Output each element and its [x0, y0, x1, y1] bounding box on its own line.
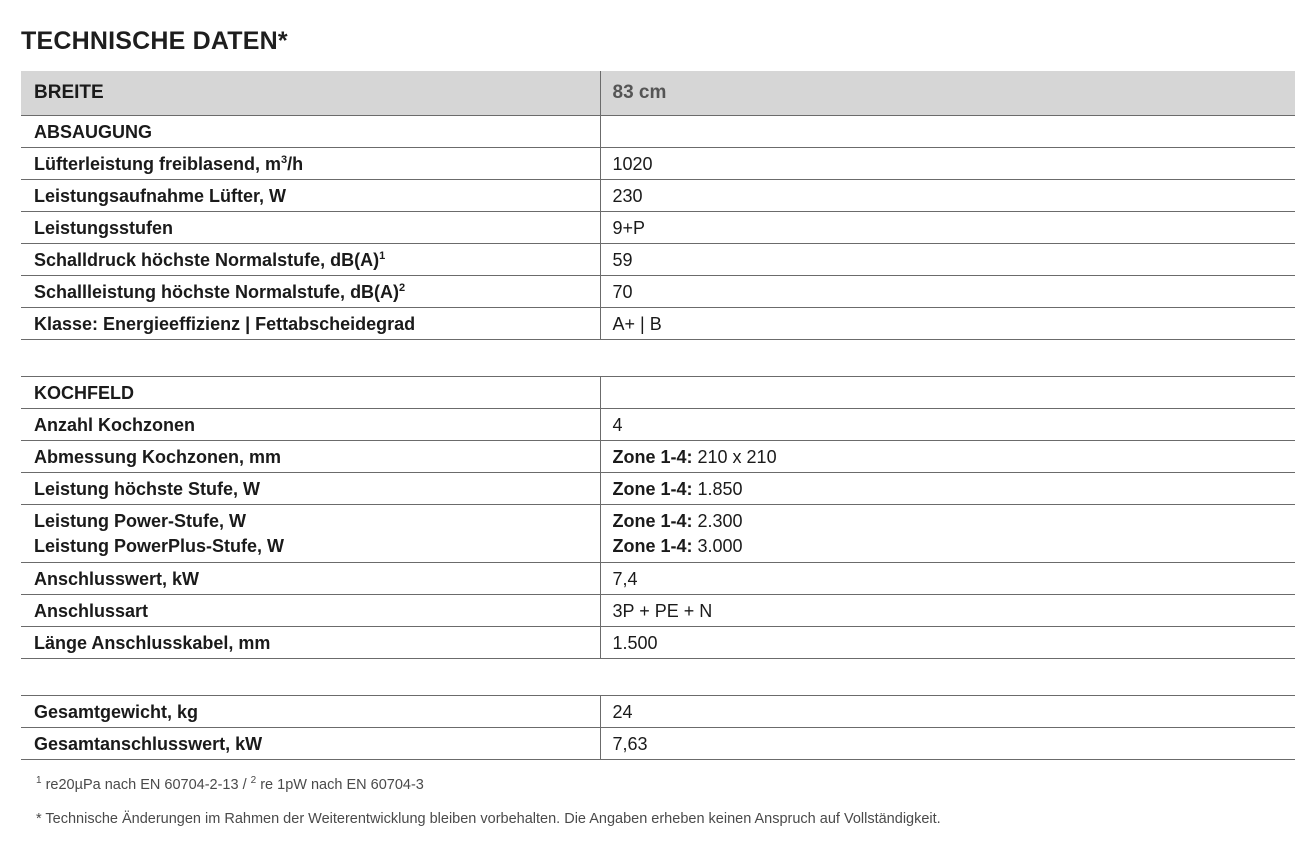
spec-table-gesamt: [21, 695, 1295, 760]
table-row: [21, 179, 1295, 211]
table-row: [21, 563, 1295, 595]
row-value: Zone 1-4: 210 x 210: [600, 441, 1295, 473]
table-row: [21, 275, 1295, 307]
table-row: [21, 627, 1295, 659]
row-label: Anschlussart: [21, 595, 600, 627]
row-value: 3P + PE + N: [600, 595, 1295, 627]
row-label: Leistung höchste Stufe, W: [21, 473, 600, 505]
row-value: 70: [600, 275, 1295, 307]
table-row: [21, 441, 1295, 473]
row-value: Zone 1-4: 1.850: [600, 473, 1295, 505]
table-row: [21, 505, 1295, 563]
row-label: Gesamtanschlusswert, kW: [21, 728, 600, 760]
row-value: 4: [600, 409, 1295, 441]
row-value: 230: [600, 179, 1295, 211]
table-row: [21, 595, 1295, 627]
row-label: Anzahl Kochzonen: [21, 409, 600, 441]
row-value: Zone 1-4: 2.300 Zone 1-4: 3.000: [600, 505, 1295, 563]
section-title-kochfeld: KOCHFELD: [21, 377, 600, 409]
row-value: 24: [600, 696, 1295, 728]
row-value: 7,4: [600, 563, 1295, 595]
table-row: [21, 473, 1295, 505]
row-label: Leistung Power-Stufe, W Leistung PowerPlus-Stufe, W: [21, 505, 600, 563]
table-row: [21, 409, 1295, 441]
row-label: Lüfterleistung freiblasend, $m^3/h$: [21, 147, 600, 179]
footnote-measurement: $^1$ re20µPa nach EN 60704-2-13 / $^2$ re 1pW nach EN 60704-3: [36, 775, 424, 793]
section-empty-cell: [600, 377, 1295, 409]
row-value: 7,63: [600, 728, 1295, 760]
row-label: Schallleistung höchste Normalstufe, $dB(A)^2$: [21, 275, 600, 307]
footnote-disclaimer: * Technische Änderungen im Rahmen der Weiterentwicklung bleiben vorbehalten. Die Angaben erheben keinen Anspruch auf Vollständigkeit.: [36, 811, 941, 827]
row-label: Leistungsaufnahme Lüfter, W: [21, 179, 600, 211]
row-label: Abmessung Kochzonen, mm: [21, 441, 600, 473]
table-row: [21, 728, 1295, 760]
header-label: BREITE: [21, 71, 600, 115]
spec-table-kochfeld: [21, 376, 1295, 659]
row-value: 1.500: [600, 627, 1295, 659]
table-row: [21, 243, 1295, 275]
section-row: [21, 377, 1295, 409]
section-empty-cell: [600, 115, 1295, 147]
spec-table-absaugung: [21, 71, 1295, 340]
table-header-row: [21, 71, 1295, 115]
row-label: Klasse: Energieeffizienz | Fettabscheidegrad: [21, 307, 600, 339]
row-label: Gesamtgewicht, kg: [21, 696, 600, 728]
row-value: A+ | B: [600, 307, 1295, 339]
row-label: Länge Anschlusskabel, mm: [21, 627, 600, 659]
table-row: [21, 696, 1295, 728]
row-value: 1020: [600, 147, 1295, 179]
section-title-absaugung: ABSAUGUNG: [21, 115, 600, 147]
row-label: Schalldruck höchste Normalstufe, $dB(A)^1$: [21, 243, 600, 275]
page-title: TECHNISCHE DATEN*: [21, 27, 288, 55]
table-row: [21, 307, 1295, 339]
row-value: 9+P: [600, 211, 1295, 243]
section-row: [21, 115, 1295, 147]
header-value: 83 cm: [600, 71, 1295, 115]
row-value: 59: [600, 243, 1295, 275]
row-label: Leistungsstufen: [21, 211, 600, 243]
table-row: [21, 211, 1295, 243]
table-row: [21, 147, 1295, 179]
row-label: Anschlusswert, kW: [21, 563, 600, 595]
